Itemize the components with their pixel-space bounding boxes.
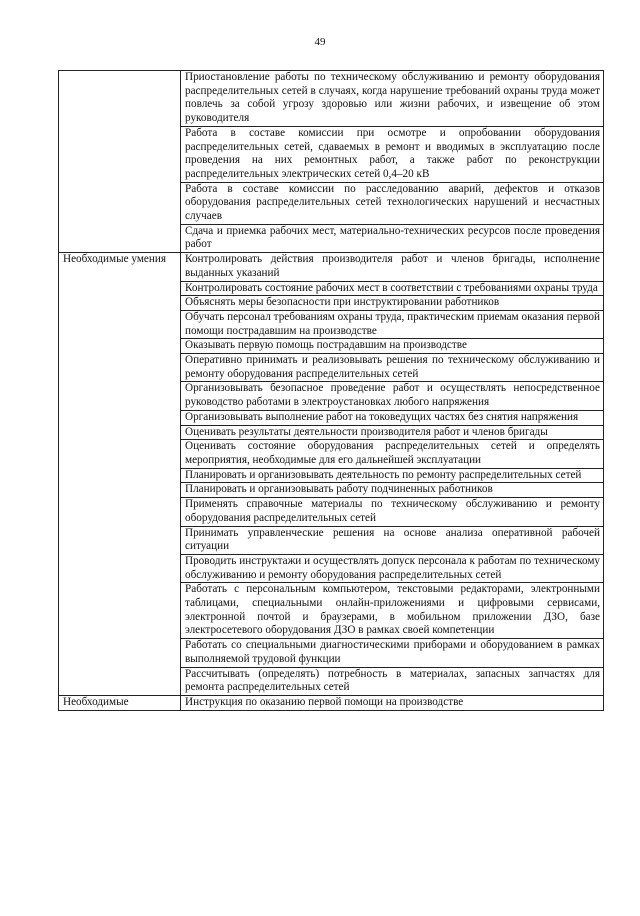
section-label-cell (59, 526, 181, 554)
requirement-item: Организовывать безопасное проведение работ и осуществлять непосредственное руководство работами в электроустановках любого напряжения (181, 382, 604, 410)
table-row (59, 410, 604, 425)
section-label-cell (59, 410, 181, 425)
requirement-item: Контролировать действия производителя работ и членов бригады, исполнение выданных указаний (181, 253, 604, 281)
table-row (59, 554, 604, 582)
table-row (59, 583, 604, 639)
section-label-cell: Необходимые умения (59, 253, 181, 281)
section-label-cell (59, 182, 181, 224)
table-row (59, 310, 604, 338)
requirements-table (58, 70, 604, 711)
requirement-item: Обучать персонал требованиям охраны труда, практическим приемам оказания первой помощи пострадавшим на производстве (181, 310, 604, 338)
section-label-cell (59, 425, 181, 440)
table-row (59, 695, 604, 710)
requirement-item: Применять справочные материалы по техническому обслуживанию и ремонту оборудования распределительных сетей (181, 498, 604, 526)
section-label-cell (59, 468, 181, 483)
requirement-item: Планировать и организовывать деятельность по ремонту распределительных сетей (181, 468, 604, 483)
section-label-cell (59, 483, 181, 498)
requirement-item: Планировать и организовывать работу подчиненных работников (181, 483, 604, 498)
section-label-cell (59, 498, 181, 526)
table-row (59, 224, 604, 252)
requirement-item: Работать со специальными диагностическими приборами и оборудованием в рамках выполняемой трудовой функции (181, 639, 604, 667)
requirement-item: Сдача и приемка рабочих мест, материально-технических ресурсов после проведения работ (181, 224, 604, 252)
requirement-item: Оценивать результаты деятельности производителя работ и членов бригады (181, 425, 604, 440)
section-label-cell (59, 554, 181, 582)
table-row (59, 126, 604, 182)
table-row (59, 468, 604, 483)
section-label-cell (59, 71, 181, 127)
requirement-item: Работать с персональным компьютером, текстовыми редакторами, электронными таблицами, специальными онлайн-приложениями и цифровыми сервисами, электронной почтой и браузерами, в мобильном приложении ДЗО, базе электросетевого оборудования ДЗО в рамках своей компетенции (181, 583, 604, 639)
table-row (59, 382, 604, 410)
requirement-item: Работа в составе комиссии по расследованию аварий, дефектов и отказов оборудования распределительных сетей технологических нарушений и несчастных случаев (181, 182, 604, 224)
table-row (59, 425, 604, 440)
section-label-cell (59, 382, 181, 410)
requirement-item: Оперативно принимать и реализовывать решения по техническому обслуживанию и ремонту оборудования распределительных сетей (181, 354, 604, 382)
section-label-cell (59, 639, 181, 667)
table-row (59, 71, 604, 127)
table-row (59, 498, 604, 526)
table-row (59, 296, 604, 311)
requirement-item: Оказывать первую помощь пострадавшим на производстве (181, 339, 604, 354)
table-row (59, 253, 604, 281)
section-label-cell (59, 339, 181, 354)
requirement-item: Организовывать выполнение работ на токоведущих частях без снятия напряжения (181, 410, 604, 425)
section-label-cell (59, 310, 181, 338)
section-label-cell (59, 354, 181, 382)
table-row (59, 354, 604, 382)
section-label-cell: Необходимые (59, 695, 181, 710)
page-number: 49 (314, 36, 326, 48)
section-label-cell (59, 440, 181, 468)
table-row (59, 667, 604, 695)
section-label-cell (59, 281, 181, 296)
table-row (59, 182, 604, 224)
section-label-cell (59, 224, 181, 252)
requirement-item: Проводить инструктажи и осуществлять допуск персонала к работам по техническому обслуживанию и ремонту оборудования распределительных сетей (181, 554, 604, 582)
section-label-cell (59, 583, 181, 639)
requirement-item: Оценивать состояние оборудования распределительных сетей и определять мероприятия, необходимые для его дальнейшей эксплуатации (181, 440, 604, 468)
requirement-item: Контролировать состояние рабочих мест в соответствии с требованиями охраны труда (181, 281, 604, 296)
table-row (59, 483, 604, 498)
requirement-item: Объяснять меры безопасности при инструктировании работников (181, 296, 604, 311)
section-label-cell (59, 126, 181, 182)
requirement-item: Приостановление работы по техническому обслуживанию и ремонту оборудования распределительных сетей в случаях, когда нарушение требований охраны труда может повлечь за собой угрозу здоровью или жизни рабочих, и извещение об этом руководителя (181, 71, 604, 127)
requirement-item: Инструкция по оказанию первой помощи на производстве (181, 695, 604, 710)
table-row (59, 526, 604, 554)
table-row (59, 639, 604, 667)
table-row (59, 339, 604, 354)
requirement-item: Рассчитывать (определять) потребность в материалах, запасных запчастях для ремонта распределительных сетей (181, 667, 604, 695)
section-label-cell (59, 296, 181, 311)
requirement-item: Принимать управленческие решения на основе анализа оперативной рабочей ситуации (181, 526, 604, 554)
section-label-cell (59, 667, 181, 695)
table-row (59, 281, 604, 296)
table-row (59, 440, 604, 468)
requirement-item: Работа в составе комиссии при осмотре и опробовании оборудования распределительных сетей, сдаваемых в ремонт и вводимых в эксплуатацию после проведения на них ремонтных работ, а также работ по реконструкции распределительных электрических сетей 0,4–20 кВ (181, 126, 604, 182)
